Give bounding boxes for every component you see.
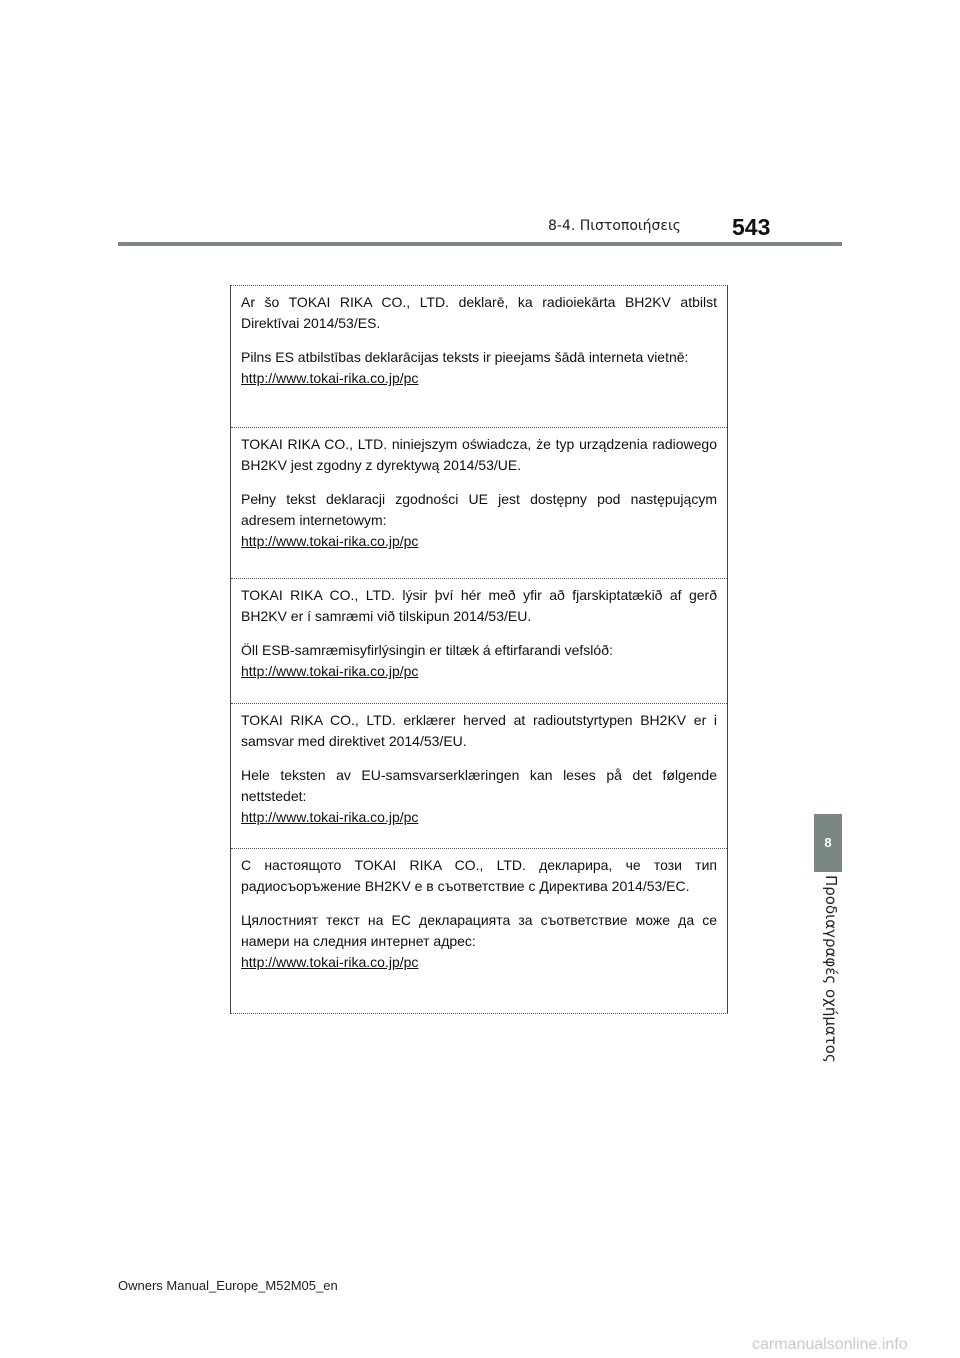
declaration-link[interactable]: http://www.tokai-rika.co.jp/pc — [241, 954, 419, 970]
declaration-link[interactable]: http://www.tokai-rika.co.jp/pc — [241, 533, 419, 549]
watermark-text: carmanualsonline.info — [752, 1336, 908, 1353]
declaration-norwegian — [231, 703, 727, 848]
declaration-availability: Öll ESB-samræmisyfirlýsingin er tiltæk á eftirfarandi vefslóð: — [241, 642, 613, 658]
declaration-statement: Ar šo TOKAI RIKA CO., LTD. deklarē, ka radioiekārta BH2KV atbilst Direktīvai 2014/53/ES. — [241, 294, 717, 331]
chapter-title: Προδιαγραφές οχήματος — [822, 875, 840, 1063]
declaration-statement: TOKAI RIKA CO., LTD. niniejszym oświadcza, że typ urządzenia radiowego BH2KV jest zgodny z dyrektywą 2014/53/UE. — [241, 436, 717, 473]
declaration-availability: Цялостният текст на ЕС декларацията за съответствие може да се намери на следния интернет адрес: — [241, 912, 717, 949]
declaration-statement: TOKAI RIKA CO., LTD. erklærer herved at radioutstyrtypen BH2KV er i samsvar med direktivet 2014/53/EU. — [241, 712, 717, 749]
page-number: 543 — [732, 214, 771, 240]
declarations-box — [230, 285, 728, 1014]
declaration-statement: TOKAI RIKA CO., LTD. lýsir því hér með yfir að fjarskiptatækið af gerð BH2KV er í samræmi við tilskipun 2014/53/EU. — [241, 587, 717, 624]
declaration-bulgarian — [231, 848, 727, 1013]
declaration-availability: Hele teksten av EU-samsvarserklæringen kan leses på det følgende nettstedet: — [241, 767, 717, 804]
declaration-link[interactable]: http://www.tokai-rika.co.jp/pc — [241, 663, 419, 679]
declaration-latvian — [231, 286, 727, 427]
declaration-availability: Pilns ES atbilstības deklarācijas teksts ir pieejams šādā interneta vietnē: — [241, 349, 689, 365]
manual-identifier: Owners Manual_Europe_M52M05_en — [118, 1278, 338, 1293]
declaration-polish — [231, 427, 727, 578]
declaration-icelandic — [231, 578, 727, 703]
section-title: 8-4. Πιστοποιήσεις — [548, 218, 681, 234]
declaration-availability: Pełny tekst deklaracji zgodności UE jest dostępny pod następującym adresem internetowym: — [241, 491, 717, 528]
header-divider — [118, 242, 842, 246]
declaration-statement: С настоящото TOKAI RIKA CO., LTD. декларира, че този тип радиосъоръжение BH2KV е в съответствие с Директива 2014/53/ЕС. — [241, 857, 717, 894]
declaration-link[interactable]: http://www.tokai-rika.co.jp/pc — [241, 809, 419, 825]
chapter-tab: 8 — [814, 814, 842, 872]
declaration-link[interactable]: http://www.tokai-rika.co.jp/pc — [241, 370, 419, 386]
